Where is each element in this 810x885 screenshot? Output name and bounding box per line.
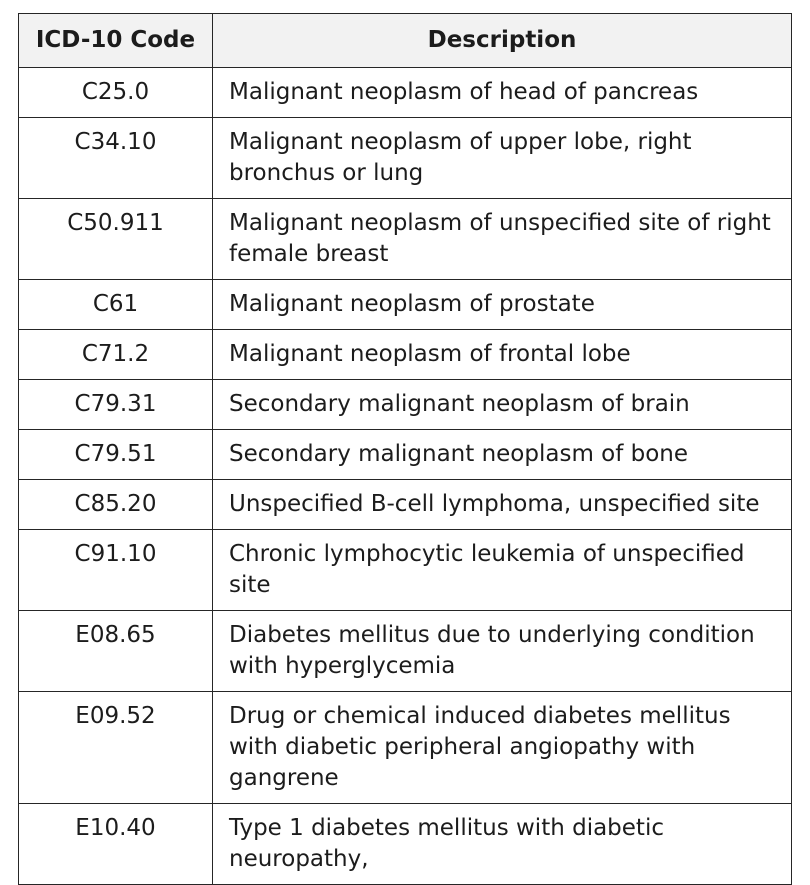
description-cell: Unspecified B-cell lymphoma, unspecified site xyxy=(213,480,792,530)
code-cell: C79.51 xyxy=(19,430,213,480)
table-body xyxy=(19,68,792,885)
code-cell: C79.31 xyxy=(19,380,213,430)
table-row xyxy=(19,430,792,480)
column-header-code: ICD-10 Code xyxy=(19,14,213,68)
description-cell: Malignant neoplasm of unspecified site of right female breast xyxy=(213,199,792,280)
code-cell: C91.10 xyxy=(19,530,213,611)
table-row xyxy=(19,68,792,118)
table-row xyxy=(19,480,792,530)
column-header-description: Description xyxy=(213,14,792,68)
description-cell: Malignant neoplasm of upper lobe, right bronchus or lung xyxy=(213,118,792,199)
table-row xyxy=(19,380,792,430)
table-row xyxy=(19,118,792,199)
table-row xyxy=(19,692,792,804)
code-cell: E08.65 xyxy=(19,611,213,692)
code-cell: C25.0 xyxy=(19,68,213,118)
code-cell: C85.20 xyxy=(19,480,213,530)
table-row xyxy=(19,611,792,692)
description-cell: Secondary malignant neoplasm of brain xyxy=(213,380,792,430)
table-row xyxy=(19,280,792,330)
description-cell: Type 1 diabetes mellitus with diabetic neuropathy, xyxy=(213,804,792,885)
description-cell: Chronic lymphocytic leukemia of unspecified site xyxy=(213,530,792,611)
code-cell: C34.10 xyxy=(19,118,213,199)
table-row xyxy=(19,330,792,380)
code-cell: C71.2 xyxy=(19,330,213,380)
description-cell: Secondary malignant neoplasm of bone xyxy=(213,430,792,480)
description-cell: Drug or chemical induced diabetes mellitus with diabetic peripheral angiopathy with gangrene xyxy=(213,692,792,804)
code-cell: E10.40 xyxy=(19,804,213,885)
description-cell: Diabetes mellitus due to underlying condition with hyperglycemia xyxy=(213,611,792,692)
table-header xyxy=(19,14,792,68)
table-row xyxy=(19,530,792,611)
code-cell: C61 xyxy=(19,280,213,330)
description-cell: Malignant neoplasm of head of pancreas xyxy=(213,68,792,118)
code-cell: E09.52 xyxy=(19,692,213,804)
description-cell: Malignant neoplasm of frontal lobe xyxy=(213,330,792,380)
table-row xyxy=(19,804,792,885)
header-row xyxy=(19,14,792,68)
icd10-code-table xyxy=(18,13,792,885)
table-row xyxy=(19,199,792,280)
description-cell: Malignant neoplasm of prostate xyxy=(213,280,792,330)
code-cell: C50.911 xyxy=(19,199,213,280)
